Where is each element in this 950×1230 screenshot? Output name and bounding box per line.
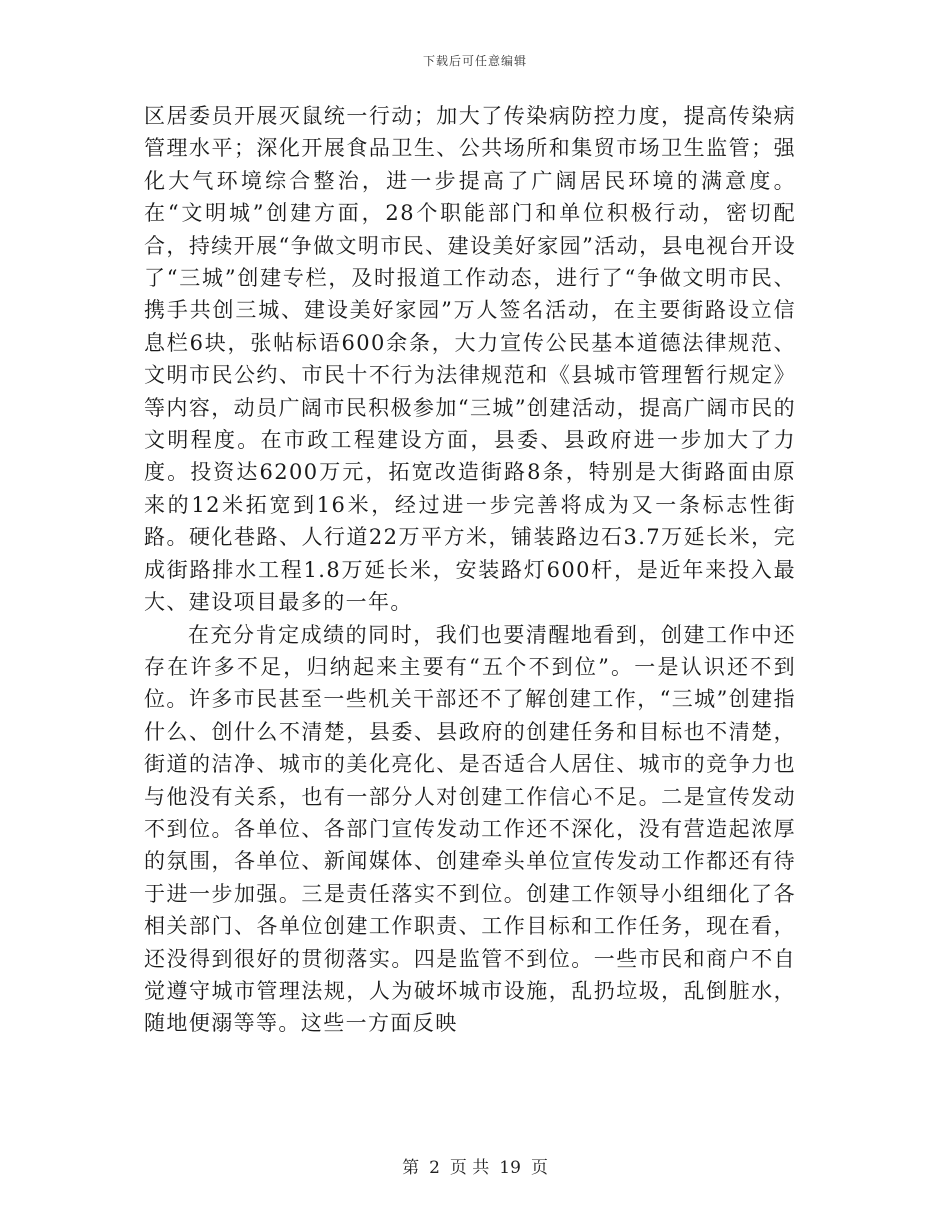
paragraph-1: 区居委员开展灭鼠统一行动；加大了传染病防控力度，提高传染病管理水平；深化开展食品卫生、公共场所和集贸市场卫生监管；强化大气环境综合整治，进一步提高了广阔居民环境的满意度。在“文明城”创建方面，28个职能部门和单位积极行动，密切配合，持续开展“争做文明市民、建设美好家园”活动，县电视台开设了“三城”创建专栏，及时报道工作动态，进行了“争做文明市民、携手共创三城、建设美好家园”万人签名活动，在主要街路设立信息栏6块，张帖标语600余条，大力宣传公民基本道德法律规范、文明市民公约、市民十不行为法律规范和《县城市管理暂行规定》等内容，动员广阔市民积极参加“三城”创建活动，提高广阔市民的文明程度。在市政工程建设方面，县委、县政府进一步加大了力度。投资达6200万元，拓宽改造街路8条，特别是大街路面由原来的12米拓宽到16米，经过进一步完善将成为又一条标志性街路。硬化巷路、人行道22万平方米，铺装路边石3.7万延长米，完成街路排水工程1.8万延长米，安装路灯600杆，是近年来投入最大、建设项目最多的一年。 <box>144 104 796 615</box>
page-footer <box>0 1153 950 1178</box>
footer-middle: 页 共 <box>449 1158 490 1178</box>
footer-page-number: 2 <box>429 1158 440 1178</box>
footer-suffix: 页 <box>530 1158 548 1178</box>
paragraph-2: 在充分肯定成绩的同时，我们也要清醒地看到，创建工作中还存在许多不足，归纳起来主要有“五个不到位”。一是认识还不到位。许多市民甚至一些机关干部还不了解创建工作，“三城”创建指什么、创什么不清楚，县委、县政府的创建任务和目标也不清楚，街道的洁净、城市的美化亮化、是否适合人居住、城市的竞争力也与他没有关系，也有一部分人对创建工作信心不足。二是宣传发动不到位。各单位、各部门宣传发动工作还不深化，没有营造起浓厚的氛围，各单位、新闻媒体、创建牵头单位宣传发动工作都还有待于进一步加强。三是责任落实不到位。创建工作领导小组细化了各相关部门、各单位创建工作职责、工作目标和工作任务，现在看，还没得到很好的贯彻落实。四是监管不到位。一些市民和商户不自觉遵守城市管理法规，人为破坏城市设施，乱扔垃圾，乱倒脏水，随地便溺等等。这些一方面反映 <box>144 622 796 1036</box>
page-header <box>0 52 950 69</box>
footer-prefix: 第 <box>402 1158 420 1178</box>
document-body <box>144 100 796 1040</box>
footer-total-pages: 19 <box>499 1158 521 1178</box>
header-note: 下载后可任意编辑 <box>422 54 527 68</box>
